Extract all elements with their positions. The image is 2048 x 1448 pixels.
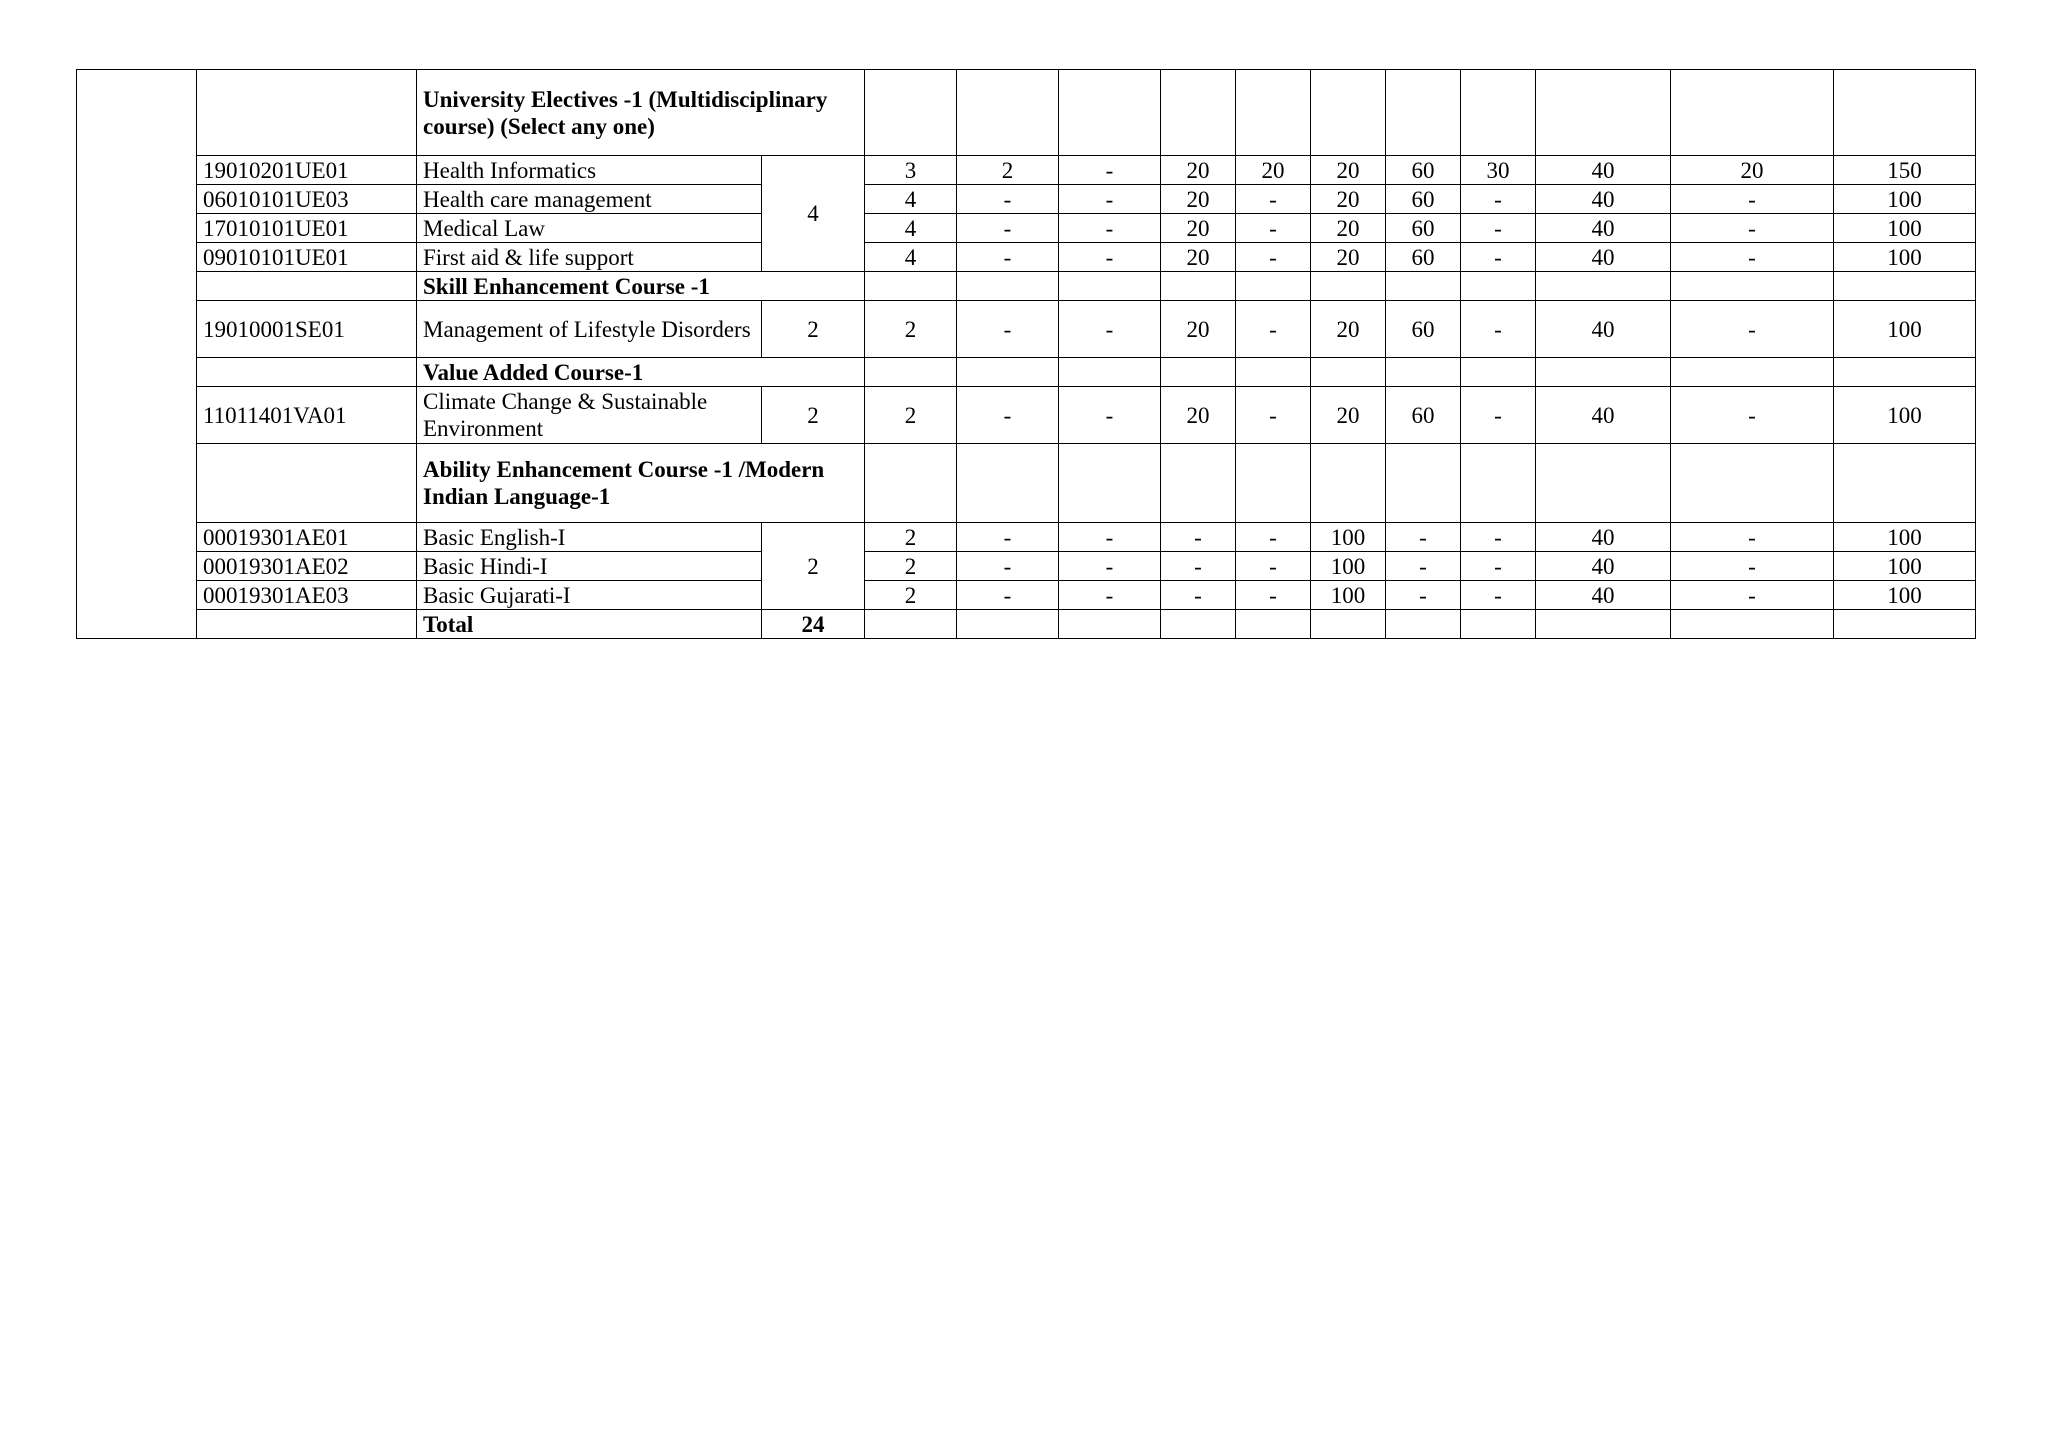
course-name: First aid & life support [417,243,762,272]
value-cell: - [1059,581,1161,610]
value-cell: 60 [1386,156,1461,185]
value-cell: - [957,214,1059,243]
value-cell: - [1161,552,1236,581]
value-cell: - [1059,301,1161,358]
section-heading-se: Skill Enhancement Course -1 [417,272,865,301]
value-cell: 100 [1834,387,1976,444]
course-code: 00019301AE03 [197,581,417,610]
value-cell: - [1236,523,1311,552]
value-cell: 20 [1311,156,1386,185]
value-cell: 40 [1536,581,1671,610]
value-cell: 20 [1311,214,1386,243]
value-cell: 20 [1311,301,1386,358]
section-heading-ue: University Electives -1 (Multidisciplinary course) (Select any one) [417,70,865,156]
credits-cell: 2 [762,523,865,610]
course-code: 00019301AE01 [197,523,417,552]
value-cell: - [1059,156,1161,185]
curriculum-table [76,69,1976,639]
value-cell: 3 [865,156,957,185]
value-cell: 100 [1834,214,1976,243]
course-name: Health care management [417,185,762,214]
value-cell: - [1161,523,1236,552]
value-cell: 40 [1536,243,1671,272]
value-cell: - [1671,581,1834,610]
course-name: Climate Change & Sustainable Environment [417,387,762,444]
course-name: Health Informatics [417,156,762,185]
value-cell: - [1161,581,1236,610]
total-label: Total [417,610,762,639]
value-cell: 40 [1536,523,1671,552]
value-cell: 40 [1536,214,1671,243]
value-cell: - [957,243,1059,272]
course-code: 17010101UE01 [197,214,417,243]
value-cell: 2 [865,301,957,358]
value-cell: 2 [865,552,957,581]
value-cell: 150 [1834,156,1976,185]
table-row [77,185,1976,214]
value-cell: - [957,387,1059,444]
value-cell: - [1671,523,1834,552]
value-cell: - [1236,552,1311,581]
value-cell: - [1059,185,1161,214]
value-cell: 20 [1161,243,1236,272]
value-cell: - [1059,552,1161,581]
value-cell: 20 [1311,387,1386,444]
course-name: Basic Hindi-I [417,552,762,581]
value-cell: - [1461,581,1536,610]
value-cell: - [1236,301,1311,358]
value-cell: 100 [1834,581,1976,610]
value-cell: 60 [1386,387,1461,444]
value-cell: - [1671,301,1834,358]
table-row [77,444,1976,523]
course-code: 09010101UE01 [197,243,417,272]
value-cell: 4 [865,185,957,214]
table-row [77,581,1976,610]
value-cell: 60 [1386,214,1461,243]
table-row [77,610,1976,639]
value-cell: 60 [1386,185,1461,214]
course-name: Medical Law [417,214,762,243]
value-cell: - [1671,243,1834,272]
value-cell: 20 [1161,156,1236,185]
course-name: Basic English-I [417,523,762,552]
value-cell: - [1461,387,1536,444]
value-cell: 40 [1536,301,1671,358]
value-cell: 40 [1536,185,1671,214]
semester-cell [77,70,197,639]
table-row [77,387,1976,444]
value-cell: - [957,185,1059,214]
course-name: Management of Lifestyle Disorders [417,301,762,358]
value-cell: - [1671,214,1834,243]
table-row [77,523,1976,552]
course-code: 19010001SE01 [197,301,417,358]
value-cell: 100 [1311,523,1386,552]
value-cell: 2 [865,523,957,552]
value-cell: - [1236,581,1311,610]
value-cell: - [1059,243,1161,272]
value-cell: 40 [1536,552,1671,581]
value-cell: 20 [1311,185,1386,214]
value-cell: - [1236,185,1311,214]
value-cell: - [1236,243,1311,272]
course-name: Basic Gujarati-I [417,581,762,610]
value-cell: 100 [1834,301,1976,358]
value-cell: 20 [1236,156,1311,185]
value-cell: - [1386,581,1461,610]
value-cell: 40 [1536,387,1671,444]
value-cell: 30 [1461,156,1536,185]
value-cell: - [1461,552,1536,581]
value-cell: - [957,523,1059,552]
value-cell: - [1236,387,1311,444]
table-row [77,214,1976,243]
credits-cell: 2 [762,387,865,444]
total-credits: 24 [762,610,865,639]
code-cell [197,70,417,156]
value-cell: 100 [1834,243,1976,272]
value-cell: - [1236,214,1311,243]
table-row [77,156,1976,185]
section-heading-ae: Ability Enhancement Course -1 /Modern Indian Language-1 [417,444,865,523]
value-cell: 2 [865,387,957,444]
value-cell: 100 [1834,185,1976,214]
value-cell: - [1671,185,1834,214]
value-cell: 100 [1311,581,1386,610]
course-code: 00019301AE02 [197,552,417,581]
value-cell: - [1461,301,1536,358]
table-row [77,243,1976,272]
value-cell: - [957,581,1059,610]
value-cell: - [1461,214,1536,243]
value-cell: 100 [1834,552,1976,581]
value-cell: 4 [865,243,957,272]
table-row [77,70,1976,156]
table-row [77,552,1976,581]
value-cell: 40 [1536,156,1671,185]
value-cell: - [1059,214,1161,243]
value-cell: - [1461,523,1536,552]
value-cell: - [1461,185,1536,214]
value-cell: - [1059,523,1161,552]
value-cell: - [1671,387,1834,444]
credits-cell: 2 [762,301,865,358]
credits-cell: 4 [762,156,865,272]
value-cell: 4 [865,214,957,243]
value-cell: - [1386,523,1461,552]
value-cell: 20 [1671,156,1834,185]
value-cell: - [1671,552,1834,581]
value-cell: 100 [1311,552,1386,581]
value-cell: 20 [1161,185,1236,214]
value-cell: 2 [957,156,1059,185]
value-cell: 2 [865,581,957,610]
table-row [77,272,1976,301]
value-cell: - [1059,387,1161,444]
value-cell: - [1461,243,1536,272]
value-cell: 60 [1386,243,1461,272]
table-row [77,301,1976,358]
course-code: 06010101UE03 [197,185,417,214]
value-cell: 60 [1386,301,1461,358]
section-heading-va: Value Added Course-1 [417,358,865,387]
value-cell: 100 [1834,523,1976,552]
value-cell: - [957,552,1059,581]
value-cell: - [1386,552,1461,581]
value-cell: 20 [1161,214,1236,243]
course-code: 11011401VA01 [197,387,417,444]
value-cell: 20 [1311,243,1386,272]
course-code: 19010201UE01 [197,156,417,185]
value-cell: 20 [1161,387,1236,444]
table-row [77,358,1976,387]
value-cell: 20 [1161,301,1236,358]
value-cell: - [957,301,1059,358]
